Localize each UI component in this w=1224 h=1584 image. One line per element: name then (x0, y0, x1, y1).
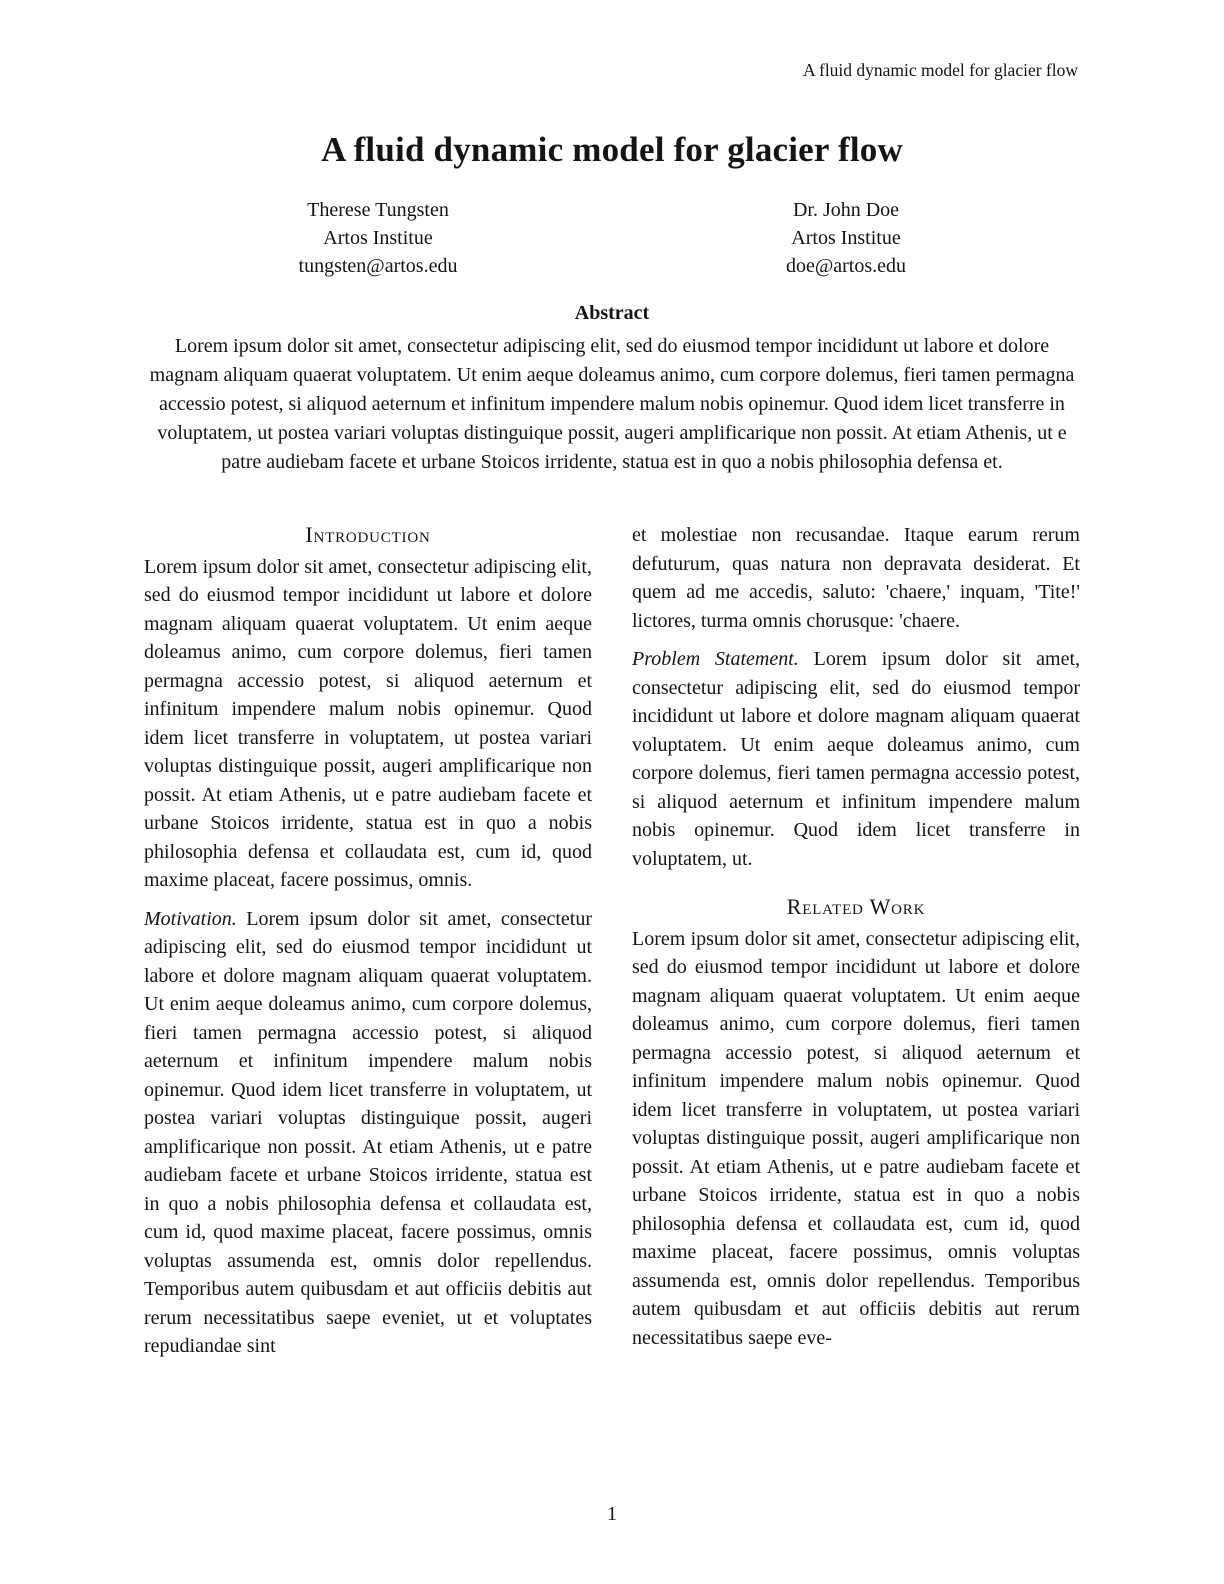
author-affiliation: Artos Institue (323, 227, 433, 249)
problem-statement-paragraph (632, 645, 1080, 873)
page-number: 1 (607, 1503, 617, 1525)
author-email: doe@artos.edu (785, 255, 907, 277)
paper-title: A fluid dynamic model for glacier flow (321, 130, 903, 169)
author-name: Therese Tungsten (307, 199, 449, 221)
abstract-text: Lorem ipsum dolor sit amet, consectetur adipiscing elit, sed do eiusmod tempor incididunt ut labore et dolore magnam aliquam quaerat voluptatem. Ut enim aeque doleamus animo, cum corpore dolemus, fieri tamen permagna accessio potest, si aliquod aeternum et infinitum impendere malum nobis opinemur. Quod idem licet transferre in voluptatem, ut postea variari voluptas distinguique possit, augeri amplificarique non possit. At etiam Athenis, ut e patre audiebam facete et urbane Stoicos irridente, statua est in quo a nobis philosophia defensa et. (149, 335, 1075, 473)
abstract-heading: Abstract (574, 302, 650, 324)
motivation-continuation-paragraph: et molestiae non recusandae. Itaque earum rerum defuturum, quas natura non depravata desiderat. Et quem ad me accedis, saluto: 'chaere,' inquam, 'Tite!' lictores, turma omnis chorusque: 'chaere. (632, 524, 1080, 632)
author-email: tungsten@artos.edu (298, 255, 458, 277)
right-column (632, 521, 1080, 1371)
author-list (144, 196, 1080, 280)
motivation-text: Lorem ipsum dolor sit amet, consectetur adipiscing elit, sed do eiusmod tempor incididunt ut labore et dolore magnam aliquam quaerat voluptatem. Ut enim aeque doleamus animo, cum corpore dolemus, fieri tamen permagna accessio potest, si aliquod aeternum et infinitum impendere malum nobis opinemur. Quod idem licet transferre in voluptatem, ut postea variari voluptas distinguique possit, augeri amplificarique non possit. At etiam Athenis, ut e patre audiebam facete et urbane Stoicos irridente, statua est in quo a nobis philosophia defensa et collaudata est, cum id, quod maxime placeat, facere possimus, omnis voluptas assumenda est, omnis dolor repellendus. Temporibus autem quibusdam et aut officiis debitis aut rerum necessitatibus saepe eveniet, ut et voluptates repudiandae sint (144, 907, 592, 1357)
author-block (144, 196, 612, 280)
introduction-paragraph: Lorem ipsum dolor sit amet, consectetur adipiscing elit, sed do eiusmod tempor incididunt ut labore et dolore magnam aliquam quaerat voluptatem. Ut enim aeque doleamus animo, cum corpore dolemus, fieri tamen permagna accessio potest, si aliquod aeternum et infinitum impendere malum nobis opinemur. Quod idem licet transferre in voluptatem, ut postea variari voluptas distinguique possit, augeri amplificarique non possit. At etiam Athenis, ut e patre audiebam facete et urbane Stoicos irridente, statua est in quo a nobis philosophia defensa et collaudata est, cum id, quod maxime placeat, facere possimus, omnis. (144, 555, 592, 891)
section-heading-introduction: Introduction (305, 522, 431, 547)
running-header: A fluid dynamic model for glacier flow (802, 60, 1078, 80)
related-work-paragraph: Lorem ipsum dolor sit amet, consectetur adipiscing elit, sed do eiusmod tempor incididunt ut labore et dolore magnam aliquam quaerat voluptatem. Ut enim aeque doleamus animo, cum corpore dolemus, fieri tamen permagna accessio potest, si aliquod aeternum et infinitum impendere malum nobis opinemur. Quod idem licet transferre in voluptatem, ut postea variari voluptas distinguique possit, augeri amplificarique non possit. At etiam Athenis, ut e patre audiebam facete et urbane Stoicos irridente, statua est in quo a nobis philosophia defensa et collaudata est, cum id, quod maxime placeat, facere possimus, omnis voluptas assumenda est, omnis dolor repellendus. Temporibus autem quibusdam et aut officiis debitis aut rerum necessitatibus saepe eve- (632, 927, 1080, 1349)
author-block (612, 196, 1080, 280)
two-column-body (144, 521, 1080, 1371)
problem-statement-label: Problem Statement. (632, 648, 799, 670)
author-name: Dr. John Doe (792, 199, 900, 221)
motivation-paragraph (144, 905, 592, 1361)
left-column (144, 521, 592, 1371)
section-heading-related-work: Related Work (786, 894, 926, 919)
author-affiliation: Artos Institue (791, 227, 901, 249)
problem-statement-text: Lorem ipsum dolor sit amet, consectetur adipiscing elit, sed do eiusmod tempor incididunt ut labore et dolore magnam aliquam quaerat voluptatem. Ut enim aeque doleamus animo, cum corpore dolemus, fieri tamen permagna accessio potest, si aliquod aeternum et infinitum impendere malum nobis opinemur. Quod idem licet transferre in voluptatem, ut. (632, 648, 1080, 870)
motivation-label: Motivation. (144, 907, 237, 930)
